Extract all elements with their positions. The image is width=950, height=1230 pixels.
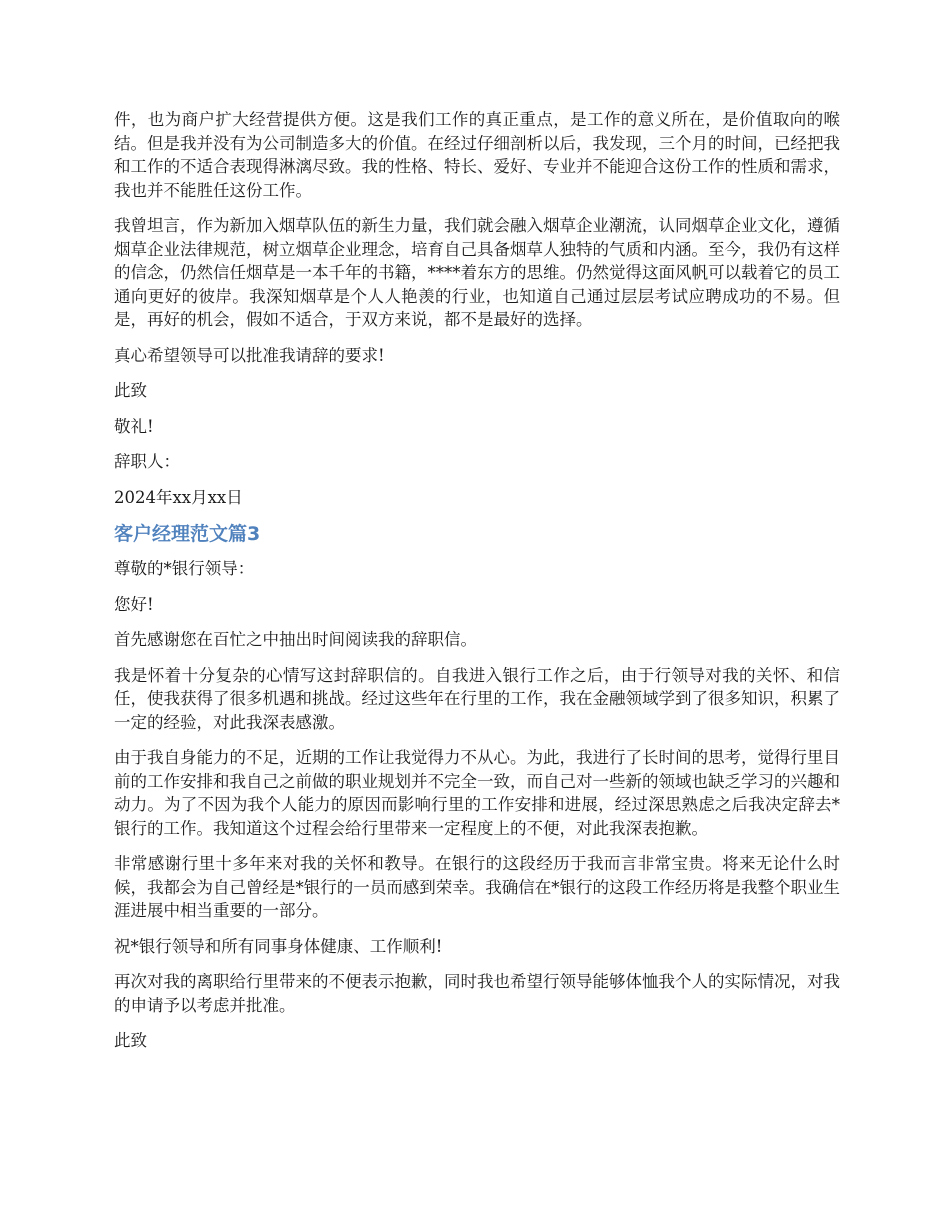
paragraph-gratitude: 我是怀着十分复杂的心情写这封辞职信的。自我进入银行工作之后，由于行领导对我的关怀、和信任，使我获得了很多机遇和挑战。经过这些年在行里的工作，我在金融领域学到了很多知识，积累了一定的经验，对此我深表感激。 [114, 665, 840, 732]
closing-salutation-2: 此致 [114, 1031, 147, 1050]
document-page [114, 108, 840, 1065]
closing-regards: 敬礼! [114, 416, 154, 436]
paragraph-reason: 由于我自身能力的不足，近期的工作让我觉得力不从心。为此，我进行了长时间的思考，觉得行里目前的工作安排和我自己之前做的职业规划并不完全一致，而自己对一些新的领域也缺乏学习的兴趣和动力。为了不因为我个人能力的原因而影响行里的工作安排和进展，经过深思熟虑之后我决定辞去*银行的工作。我知道这个过程会给行里带来一定程度上的不便，对此我深表抱歉。 [114, 748, 840, 838]
paragraph-appreciation: 非常感谢行里十多年来对我的关怀和教导。在银行的这段经历于我而言非常宝贵。将来无论什么时候，我都会为自己曾经是*银行的一员而感到荣幸。我确信在*银行的这段工作经历将是我整个职业生涯进展中相当重要的一部分。 [114, 854, 840, 920]
paragraph-tobacco-belief: 我曾坦言，作为新加入烟草队伍的新生力量，我们就会融入烟草企业潮流，认同烟草企业文化，遵循烟草企业法律规范，树立烟草企业理念，培育自己具备烟草人独特的气质和内涵。至今，我仍有这样的信念，仍然信任烟草是一本千年的书籍，****着东方的思维。仍然觉得这面风帆可以载着它的员工通向更好的彼岸。我深知烟草是个人人艳羡的行业，也知道自己通过层层考试应聘成功的不易。但是，再好的机会，假如不适合，于双方来说，都不是最好的选择。 [114, 216, 840, 329]
letter-greeting: 尊敬的*银行领导： [114, 559, 255, 578]
paragraph-job-mismatch: 件，也为商户扩大经营提供方便。这是我们工作的真正重点，是工作的意义所在，是价值取向的喉结。但是我并没有为公司制造多大的价值。在经过仔细剖析以后，我发现，三个月的时间，已经把我和工作的不适合表现得淋漓尽致。我的性格、特长、爱好、专业并不能迎合这份工作的性质和需求，我也并不能胜任这份工作。 [114, 110, 840, 200]
paragraph-request: 真心希望领导可以批准我请辞的要求! [114, 345, 385, 365]
letter-date: 2024年xx月xx日 [114, 487, 243, 507]
paragraph-wishes: 祝*银行领导和所有同事身体健康、工作顺利! [114, 936, 443, 956]
section-heading: 客户经理范文篇3 [114, 523, 261, 545]
paragraph-thanks: 首先感谢您在百忙之中抽出时间阅读我的辞职信。 [114, 630, 477, 649]
letter-hello: 您好! [114, 594, 154, 614]
paragraph-apology: 再次对我的离职给行里带来的不便表示抱歉，同时我也希望行领导能够体恤我个人的实际情况，对我的申请予以考虑并批准。 [114, 972, 840, 1015]
signature-label: 辞职人： [114, 452, 180, 471]
closing-salutation: 此致 [114, 381, 147, 400]
